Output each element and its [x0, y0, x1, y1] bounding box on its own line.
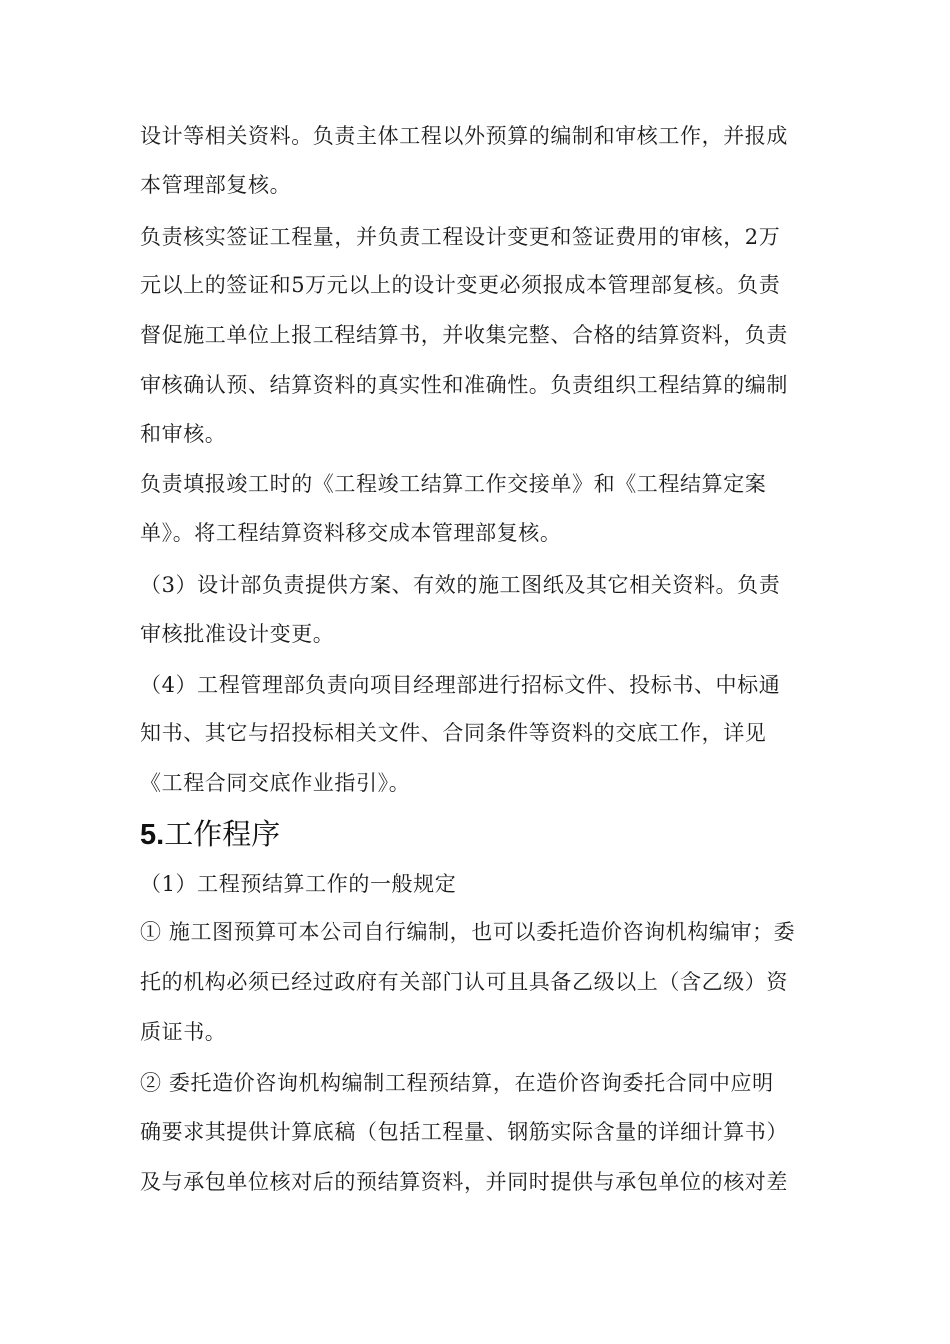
paragraph-line: （3）设计部负责提供方案、有效的施工图纸及其它相关资料。负责: [140, 573, 781, 597]
paragraph-line: 质证书。: [140, 1020, 227, 1044]
paragraph-line: （1）工程预结算工作的一般规定: [140, 872, 457, 896]
paragraph-line: 审核确认预、结算资料的真实性和准确性。负责组织工程结算的编制: [140, 373, 788, 397]
paragraph-line: 《工程合同交底作业指引》。: [140, 771, 411, 795]
paragraph-line: 元以上的签证和5万元以上的设计变更必须报成本管理部复核。负责: [140, 273, 781, 297]
paragraph-line: 设计等相关资料。负责主体工程以外预算的编制和审核工作，并报成: [140, 124, 788, 148]
section-heading: [140, 815, 280, 854]
paragraph-line: （4）工程管理部负责向项目经理部进行招标文件、投标书、中标通: [140, 673, 781, 697]
paragraph-line: 负责填报竣工时的《工程竣工结算工作交接单》和《工程结算定案: [140, 472, 767, 496]
paragraph-line: ① 施工图预算可本公司自行编制，也可以委托造价咨询机构编审；委: [140, 920, 796, 944]
paragraph-line: 和审核。: [140, 422, 227, 446]
paragraph-line: 及与承包单位核对后的预结算资料，并同时提供与承包单位的核对差: [140, 1170, 788, 1194]
paragraph-line: 知书、其它与招投标相关文件、合同条件等资料的交底工作，详见: [140, 721, 767, 745]
paragraph-line: ② 委托造价咨询机构编制工程预结算，在造价咨询委托合同中应明: [140, 1071, 774, 1095]
section-heading-text: 工作程序: [164, 817, 281, 851]
paragraph-line: 审核批准设计变更。: [140, 622, 335, 646]
paragraph-line: 确要求其提供计算底稿（包括工程量、钢筋实际含量的详细计算书）: [140, 1120, 788, 1144]
paragraph-line: 本管理部复核。: [140, 173, 292, 197]
paragraph-line: 督促施工单位上报工程结算书，并收集完整、合格的结算资料，负责: [140, 323, 788, 347]
section-heading-number: 5.: [140, 819, 165, 851]
paragraph-line: 托的机构必须已经过政府有关部门认可且具备乙级以上（含乙级）资: [140, 970, 788, 994]
paragraph-line: 负责核实签证工程量，并负责工程设计变更和签证费用的审核，2万: [140, 225, 781, 249]
paragraph-line: 单》。将工程结算资料移交成本管理部复核。: [140, 521, 562, 545]
